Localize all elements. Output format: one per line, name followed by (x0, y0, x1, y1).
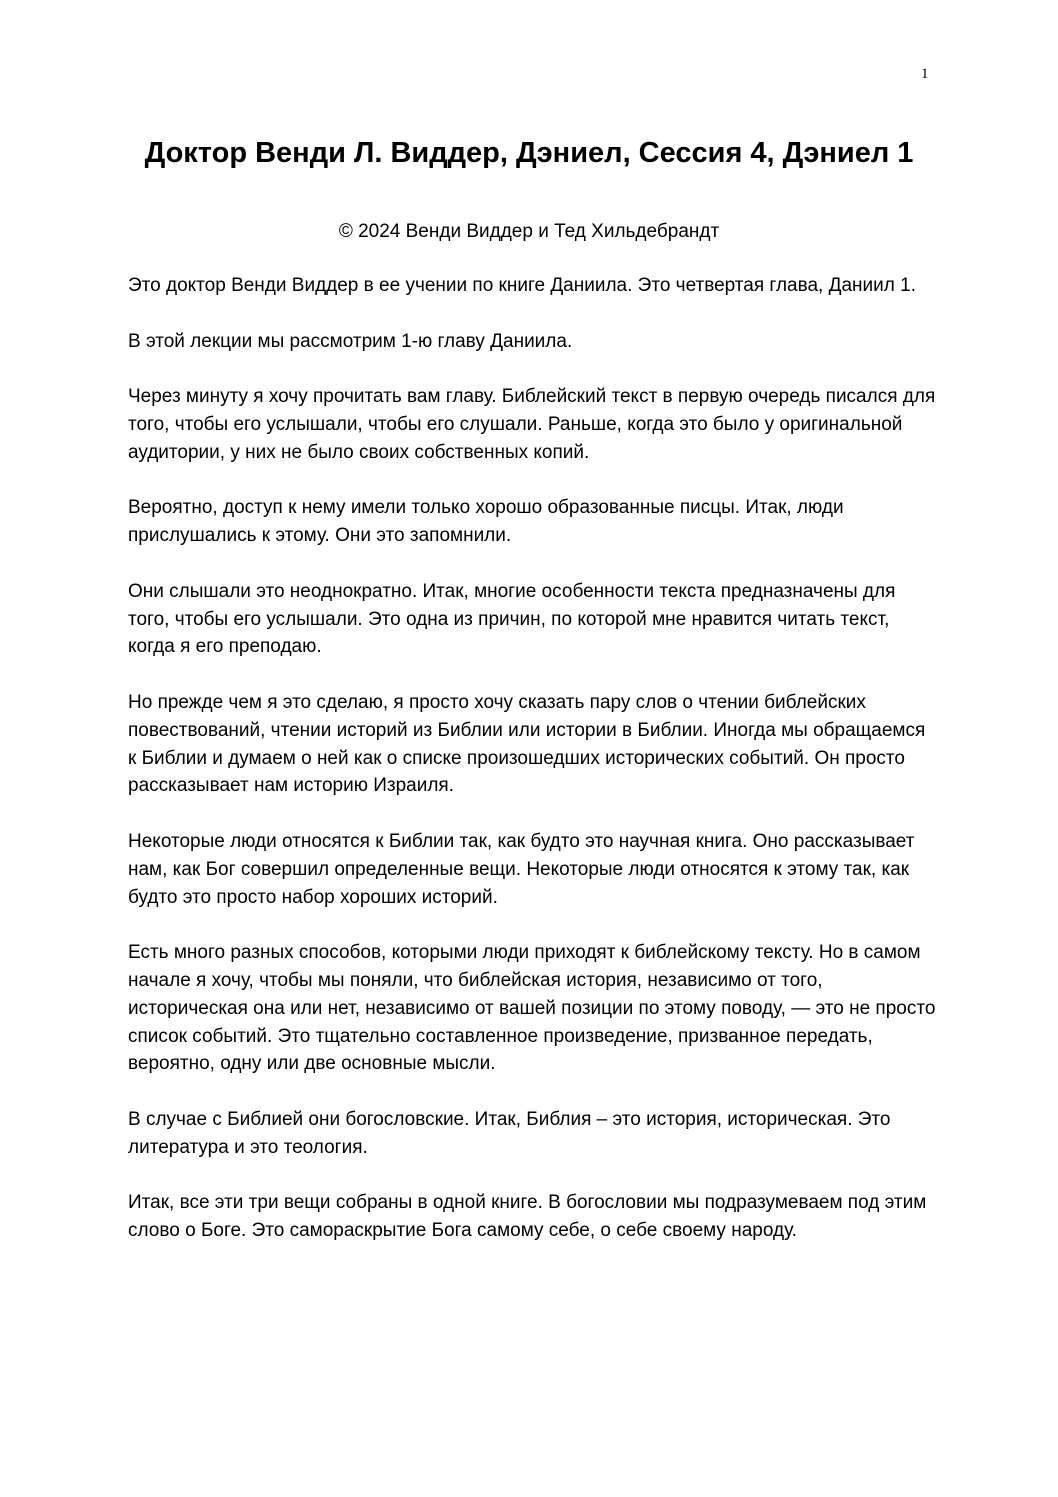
paragraph: Через минуту я хочу прочитать вам главу. Библейский текст в первую очередь писался для того, чтобы его услышали, чтобы его слушали. Раньше, когда это было у оригинальной аудитории, у них не было своих собственных копий. (128, 386, 936, 463)
paragraph: В случае с Библией они богословские. Итак, Библия – это история, историческая. Это литература и это теология. (128, 1108, 891, 1158)
paragraph: Вероятно, доступ к нему имели только хорошо образованные писцы. Итак, люди прислушались к этому. Они это запомнили. (128, 497, 844, 547)
paragraph: Это доктор Венди Виддер в ее учении по книге Даниила. Это четвертая глава, Даниил 1. (128, 275, 916, 296)
paragraph: Они слышали это неоднократно. Итак, многие особенности текста предназначены для того, чтобы его услышали. Это одна из причин, по которой мне нравится читать текст, когда я его преподаю. (128, 580, 896, 658)
paragraph: Итак, все эти три вещи собраны в одной книге. В богословии мы подразумеваем под этим слово о Боге. Это самораскрытие Бога самому себе, о себе своему народу. (128, 1192, 927, 1242)
paragraph: В этой лекции мы рассмотрим 1-ю главу Даниила. (128, 330, 573, 352)
paragraph: Но прежде чем я это сделаю, я просто хочу сказать пару слов о чтении библейских повествований, чтении историй из Библии или истории в Библии. Иногда мы обращаемся к Библии и думаем о ней как о списке произошедших исторических событий. Он просто рассказывает нам историю Израиля. (128, 691, 926, 797)
page-number: 1 (921, 66, 929, 82)
copyright-line: © 2024 Венди Виддер и Тед Хильдебрандт (338, 221, 720, 242)
paragraph: Есть много разных способов, которыми люди приходят к библейскому тексту. Но в самом начале я хочу, чтобы мы поняли, что библейская история, независимо от того, историческая она или нет, независимо от вашей позиции по этому поводу, — это не просто список событий. Это тщательно составленное произведение, призванное передать, вероятно, одну или две основные мысли. (128, 942, 936, 1075)
document-title: Доктор Венди Л. Виддер, Дэниел, Сессия 4, Дэниел 1 (144, 137, 914, 169)
document-body (128, 272, 936, 1273)
paragraph: Некоторые люди относятся к Библии так, как будто это научная книга. Оно рассказывает нам, как Бог совершил определенные вещи. Некоторые люди относятся к этому так, как будто это просто набор хороших историй. (128, 830, 915, 908)
